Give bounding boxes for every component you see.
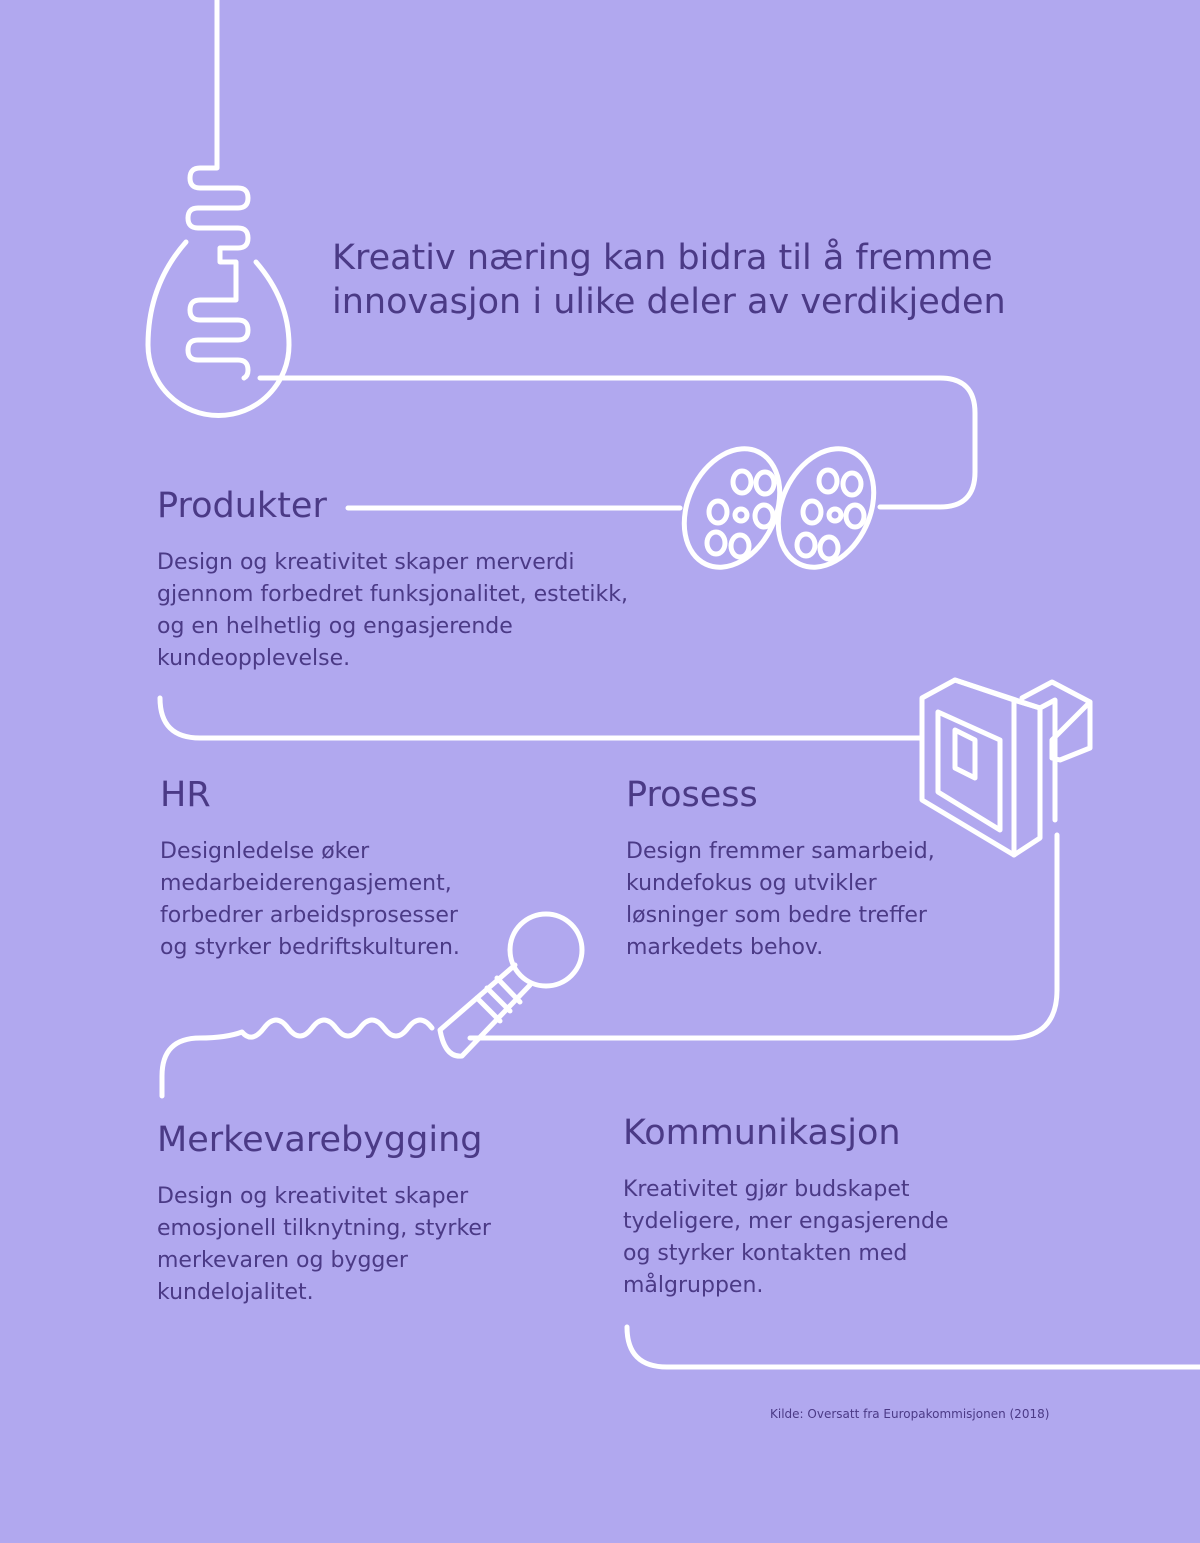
source-note: Kilde: Oversatt fra Europakommisjonen (2018) xyxy=(770,1407,1050,1421)
prosess-line: Design fremmer samarbeid, xyxy=(626,839,935,864)
microphone-icon xyxy=(440,914,582,1056)
prosess-heading: Prosess xyxy=(626,775,758,815)
kommunikasjon-line: og styrker kontakten med xyxy=(623,1241,908,1266)
merkevarebygging-line: Design og kreativitet skaper xyxy=(157,1184,469,1209)
page-title xyxy=(332,236,1092,324)
kommunikasjon-line: målgruppen. xyxy=(623,1273,764,1298)
prosess-description xyxy=(626,836,935,964)
prosess-line: markedets behov. xyxy=(626,935,824,960)
kommunikasjon-description xyxy=(623,1174,949,1302)
title-line-1: Kreativ næring kan bidra til å fremme xyxy=(332,238,993,278)
hr-line: forbedrer arbeidsprosesser xyxy=(160,903,458,928)
kommunikasjon-line: Kreativitet gjør budskapet xyxy=(623,1177,910,1202)
prosess-line: løsninger som bedre treffer xyxy=(626,903,927,928)
hr-line: Designledelse øker xyxy=(160,839,370,864)
hr-line: og styrker bedriftskulturen. xyxy=(160,935,460,960)
merkevarebygging-line: merkevaren og bygger xyxy=(157,1248,408,1273)
kommunikasjon-heading: Kommunikasjon xyxy=(623,1113,901,1153)
merkevarebygging-line: emosjonell tilknytning, styrker xyxy=(157,1216,491,1241)
hr-line: medarbeiderengasjement, xyxy=(160,871,452,896)
produkter-description xyxy=(157,547,628,675)
produkter-line: kundeopplevelse. xyxy=(157,646,351,671)
produkter-heading: Produkter xyxy=(157,486,327,526)
title-line-2: innovasjon i ulike deler av verdikjeden xyxy=(332,282,1006,322)
produkter-line: og en helhetlig og engasjerende xyxy=(157,614,513,639)
merkevarebygging-line: kundelojalitet. xyxy=(157,1280,314,1305)
prosess-line: kundefokus og utvikler xyxy=(626,871,877,896)
hr-description xyxy=(160,836,460,964)
merkevarebygging-description xyxy=(157,1181,491,1309)
hr-heading: HR xyxy=(160,775,211,815)
kommunikasjon-line: tydeligere, mer engasjerende xyxy=(623,1209,949,1234)
film-reels-icon xyxy=(666,433,892,583)
produkter-line: gjennom forbedret funksjonalitet, estetikk, xyxy=(157,582,629,607)
projector-icon xyxy=(922,680,1090,855)
merkevarebygging-heading: Merkevarebygging xyxy=(157,1120,483,1160)
produkter-line: Design og kreativitet skaper merverdi xyxy=(157,550,575,575)
